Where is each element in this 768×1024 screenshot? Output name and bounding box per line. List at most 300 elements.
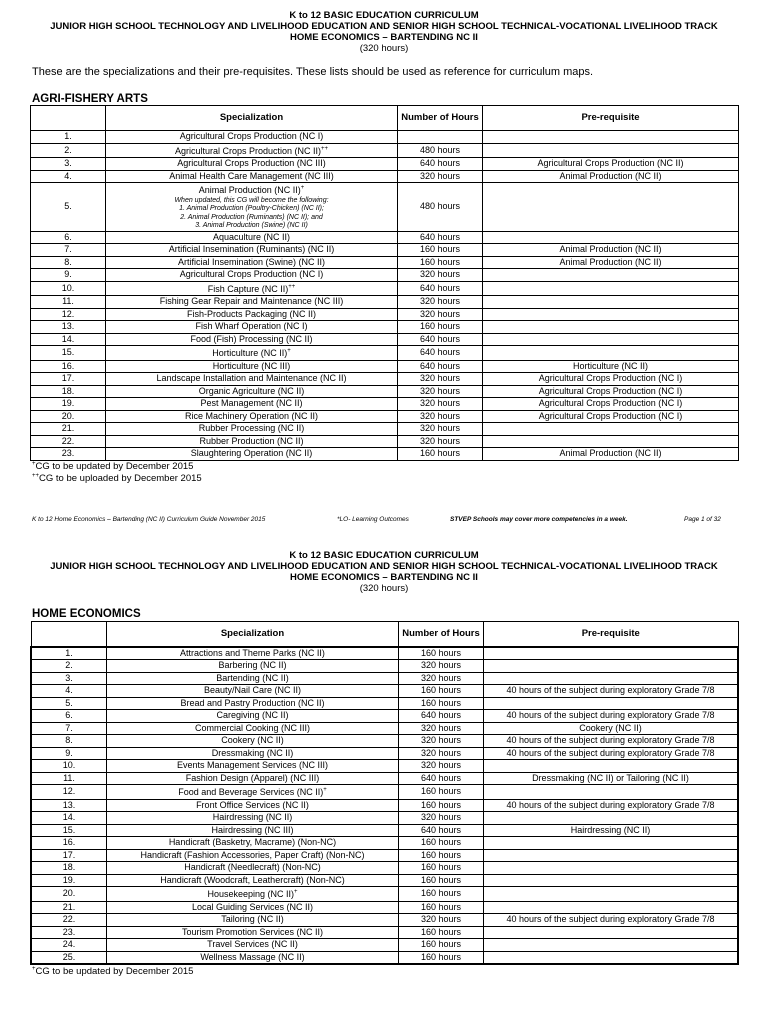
prerequisite-cell [484, 735, 739, 748]
hours-cell-text: 640 hours [419, 360, 461, 371]
hours-cell-text: 320 hours [420, 812, 462, 822]
row-number-text: 4. [65, 685, 73, 695]
specialization-cell-text: Agricultural Crops Production (NC II) [174, 145, 322, 156]
row-number [31, 697, 107, 710]
hours-cell-text: 320 hours [420, 672, 462, 683]
row-number-text: 6. [65, 710, 73, 720]
row-number [31, 231, 106, 244]
hours-cell-text: 160 hours [420, 862, 462, 872]
specialization-cell [106, 231, 398, 244]
prerequisite-cell [483, 131, 739, 144]
hours-cell-text: 320 hours [420, 735, 462, 745]
row-number-text: 2. [64, 144, 72, 155]
prerequisite-cell-text: Horticulture (NC II) [572, 360, 648, 371]
table-row [31, 281, 739, 296]
row-number-text: 13. [61, 321, 75, 331]
table-row [31, 951, 738, 964]
prerequisite-cell [484, 812, 739, 825]
footer-left: K to 12 Home Economics – Bartending (NC II) Curriculum Guide November 2015 [32, 516, 266, 523]
table-row [31, 685, 738, 698]
hours-cell-text: 320 hours [419, 170, 461, 181]
hours-cell [399, 760, 484, 773]
row-number [31, 685, 107, 698]
specialization-cell [107, 785, 399, 800]
footnote-sup: + [32, 966, 36, 972]
row-number-text: 13. [62, 799, 76, 810]
hours-cell [399, 672, 484, 685]
prerequisite-cell [484, 849, 739, 862]
hours-cell [398, 398, 483, 411]
specialization-cell-text: Attractions and Theme Parks (NC II) [180, 647, 325, 658]
header-line2: JUNIOR HIGH SCHOOL TECHNOLOGY AND LIVELIHOOD EDUCATION AND SENIOR HIGH SCHOOL TECHNICAL-VOCATIONAL LIVELIHOOD TRACK [50, 561, 718, 572]
prerequisite-cell [484, 685, 739, 698]
prerequisite-cell [483, 346, 739, 361]
specialization-cell-text: Artificial Insemination (Swine) (NC II) [177, 256, 326, 267]
col-specialization-header: Specialization [107, 622, 399, 647]
table-row [31, 143, 739, 158]
row-number-text: 5. [64, 201, 72, 211]
hours-cell [398, 256, 483, 269]
specialization-cell-text: Caregiving (NC II) [216, 710, 289, 720]
row-number [31, 772, 107, 785]
row-number-text: 10. [62, 760, 76, 770]
row-number [31, 951, 107, 964]
prerequisite-cell [483, 170, 739, 183]
prerequisite-cell [483, 321, 739, 334]
hours-cell [399, 837, 484, 850]
hours-cell [399, 710, 484, 723]
footer-mid: *LO- Learning Outcomes [337, 516, 409, 523]
prerequisite-cell [484, 874, 739, 887]
agri-fishery-table [30, 105, 739, 461]
table-row [31, 772, 738, 785]
row-number [31, 862, 107, 875]
hours-cell-text: 480 hours [419, 201, 461, 211]
row-number [31, 360, 106, 373]
specialization-cell-text: Events Management Services (NC III) [176, 760, 329, 770]
row-number [31, 435, 106, 448]
hours-cell-text: 320 hours [420, 747, 462, 758]
page1-header [0, 10, 768, 54]
hours-cell [399, 849, 484, 862]
hours-cell [398, 373, 483, 386]
table-row [31, 321, 739, 334]
prerequisite-cell [484, 926, 739, 939]
hours-cell-text: 160 hours [420, 849, 462, 860]
prerequisite-cell [483, 333, 739, 346]
row-number [31, 647, 107, 660]
hours-cell [399, 914, 484, 927]
row-number-text: 12. [61, 308, 75, 319]
specialization-cell-text: Handicraft (Woodcraft, Leathercraft) (Non-NC) [160, 874, 345, 885]
table-row [31, 398, 739, 411]
specialization-cell-text: Agricultural Crops Production (NC I) [179, 269, 324, 279]
row-number-text: 23. [62, 926, 76, 937]
prerequisite-cell [484, 901, 739, 914]
prerequisite-cell [484, 887, 739, 902]
specialization-cell-text: Fish Wharf Operation (NC I) [195, 321, 308, 331]
specialization-cell [107, 647, 399, 660]
row-number [31, 333, 106, 346]
specialization-cell-text: Animal Production (NC II) [198, 185, 301, 195]
hours-cell [398, 410, 483, 423]
row-number [31, 346, 106, 361]
row-number [31, 398, 106, 411]
row-number [31, 170, 106, 183]
row-number-text: 12. [62, 786, 76, 796]
row-update-note-line: 1. Animal Production (Poultry-Chicken) (NC II); [179, 205, 324, 212]
row-number-text: 22. [61, 435, 75, 446]
hours-cell [399, 697, 484, 710]
specialization-cell [107, 672, 399, 685]
prerequisite-cell-text: Animal Production (NC II) [559, 448, 662, 458]
specialization-cell-text: Barbering (NC II) [218, 660, 287, 670]
specialization-cell [106, 360, 398, 373]
hours-cell-text: 640 hours [419, 282, 461, 293]
row-update-note-line: 2. Animal Production (Ruminants) (NC II); and [180, 213, 323, 221]
row-number [31, 410, 106, 423]
hours-cell [398, 183, 483, 232]
row-number-text: 7. [65, 722, 73, 733]
specialization-cell-text: Aquaculture (NC II) [212, 231, 291, 242]
prerequisite-cell-text: Dressmaking (NC II) or Tailoring (NC II) [532, 772, 689, 783]
table-row [31, 423, 739, 436]
row-number-text: 25. [62, 951, 76, 962]
row-number-text: 16. [61, 360, 75, 371]
row-number [31, 939, 107, 952]
table-row [31, 131, 739, 144]
specialization-cell [107, 760, 399, 773]
specialization-cell-text: Landscape Installation and Maintenance (NC II) [156, 373, 347, 383]
hours-cell [398, 385, 483, 398]
prerequisite-cell [484, 939, 739, 952]
table-row [31, 812, 738, 825]
row-number [31, 183, 106, 232]
row-number [31, 837, 107, 850]
specialization-cell [107, 824, 399, 837]
hours-cell-text: 320 hours [420, 760, 462, 770]
prerequisite-cell-text: Cookery (NC II) [579, 722, 642, 733]
prerequisite-cell-text: Animal Production (NC II) [559, 244, 662, 254]
row-number-text: 9. [65, 747, 73, 758]
table-row [31, 385, 739, 398]
row-number [31, 824, 107, 837]
specialization-cell-text: Front Office Services (NC II) [196, 799, 309, 810]
specialization-cell [107, 837, 399, 850]
row-number-text: 20. [62, 888, 76, 898]
specialization-cell-text: Organic Agriculture (NC II) [198, 385, 305, 396]
update-marker: + [294, 889, 298, 895]
specialization-cell [107, 660, 399, 673]
prerequisite-cell [483, 244, 739, 257]
specialization-cell [107, 901, 399, 914]
row-number [31, 448, 106, 461]
specialization-cell [106, 423, 398, 436]
table-row [31, 735, 738, 748]
hours-cell [398, 435, 483, 448]
hours-cell [398, 269, 483, 282]
specialization-cell [106, 296, 398, 309]
hours-cell-text: 320 hours [419, 269, 461, 279]
hours-cell [398, 170, 483, 183]
hours-cell [399, 887, 484, 902]
specialization-cell-text: Hairdressing (NC II) [212, 812, 293, 822]
specialization-cell [107, 887, 399, 902]
prerequisite-cell [484, 862, 739, 875]
hours-cell-text: 160 hours [420, 926, 462, 937]
prerequisite-cell [484, 710, 739, 723]
specialization-cell-text: Handicraft (Fashion Accessories, Paper Craft) (Non-NC) [140, 849, 365, 860]
prerequisite-cell-text: Agricultural Crops Production (NC I) [538, 373, 683, 383]
hours-cell-text: 160 hours [420, 697, 462, 708]
row-number-text: 7. [64, 244, 72, 254]
row-number [31, 296, 106, 309]
table-row [31, 697, 738, 710]
prerequisite-cell-text: Agricultural Crops Production (NC I) [538, 398, 683, 408]
row-number-text: 10. [61, 282, 75, 293]
col-prereq-header: Pre-requisite [483, 106, 739, 131]
hours-cell-text: 160 hours [419, 256, 461, 267]
row-number-text: 6. [64, 231, 72, 242]
row-number-text: 21. [62, 901, 76, 912]
hours-cell-text: 320 hours [419, 373, 461, 383]
table-row [31, 333, 739, 346]
table-row [31, 410, 739, 423]
table-row [31, 901, 738, 914]
specialization-cell [106, 256, 398, 269]
table-row [31, 760, 738, 773]
specialization-cell-text: Horticulture (NC III) [212, 360, 291, 371]
specialization-cell-text: Beauty/Nail Care (NC II) [203, 685, 302, 695]
hours-cell-text: 160 hours [420, 939, 462, 949]
hours-cell [399, 660, 484, 673]
table-row [31, 914, 738, 927]
footnote-sup: ++ [32, 473, 40, 479]
specialization-cell-text: Fishing Gear Repair and Maintenance (NC III) [159, 296, 344, 306]
update-marker: ++ [288, 283, 296, 290]
specialization-cell [106, 398, 398, 411]
specialization-cell [107, 951, 399, 964]
col-prereq-header: Pre-requisite [484, 622, 739, 647]
header-line1: K to 12 BASIC EDUCATION CURRICULUM [289, 550, 479, 561]
specialization-cell-text: Rice Machinery Operation (NC II) [184, 410, 319, 421]
table-row [31, 360, 739, 373]
home-economics-table [30, 621, 739, 965]
specialization-cell-text: Housekeeping (NC II) [207, 889, 295, 899]
prerequisite-cell [484, 760, 739, 773]
row-number-text: 5. [65, 697, 73, 708]
table-row [31, 747, 738, 760]
hours-cell [398, 333, 483, 346]
specialization-cell [106, 373, 398, 386]
row-number-text: 14. [62, 812, 76, 822]
specialization-cell [106, 448, 398, 461]
table-row [31, 799, 738, 812]
prerequisite-cell [484, 647, 739, 660]
specialization-cell [106, 183, 398, 232]
row-number [31, 660, 107, 673]
table-row [31, 231, 739, 244]
row-number [31, 849, 107, 862]
hours-cell [398, 346, 483, 361]
specialization-cell-text: Rubber Production (NC II) [199, 435, 304, 446]
prerequisite-cell [483, 256, 739, 269]
specialization-cell-text: Pest Management (NC II) [200, 398, 303, 408]
col-num-header [31, 106, 106, 131]
hours-cell [399, 799, 484, 812]
table-row [31, 183, 739, 232]
table-row [31, 269, 739, 282]
row-number-text: 21. [61, 423, 75, 433]
footnote-text: CG to be updated by December 2015 [35, 966, 194, 978]
prerequisite-cell [484, 722, 739, 735]
hours-cell [399, 862, 484, 875]
prerequisite-cell [484, 951, 739, 964]
prerequisite-cell [483, 373, 739, 386]
table-row [31, 837, 738, 850]
prerequisite-cell-text: Animal Production (NC II) [559, 170, 662, 181]
row-number-text: 11. [62, 296, 74, 306]
prerequisite-cell [483, 296, 739, 309]
hours-cell-text: 640 hours [420, 710, 462, 720]
prerequisite-cell [483, 183, 739, 232]
prerequisite-cell [484, 837, 739, 850]
table-row [31, 660, 738, 673]
row-number-text: 23. [61, 448, 75, 458]
hours-cell [398, 158, 483, 171]
hours-cell-text: 160 hours [420, 837, 462, 847]
row-number [31, 887, 107, 902]
specialization-cell [106, 143, 398, 158]
hours-cell [399, 939, 484, 952]
table-row [31, 256, 739, 269]
update-marker: + [287, 348, 291, 354]
hours-cell-text: 160 hours [420, 951, 462, 962]
table-row [31, 862, 738, 875]
prerequisite-cell [483, 385, 739, 398]
hours-cell [399, 785, 484, 800]
row-number [31, 143, 106, 158]
specialization-cell [106, 410, 398, 423]
hours-cell [398, 231, 483, 244]
prerequisite-cell [483, 423, 739, 436]
specialization-cell-text: Food (Fish) Processing (NC II) [190, 333, 313, 344]
prerequisite-cell-text: 40 hours of the subject during exploratory Grade 7/8 [506, 914, 715, 924]
hours-cell [398, 244, 483, 257]
prerequisite-cell-text: Agricultural Crops Production (NC I) [538, 410, 683, 421]
table-row [31, 647, 738, 660]
specialization-cell-text: Tourism Promotion Services (NC II) [181, 926, 324, 937]
row-number [31, 269, 106, 282]
row-number-text: 18. [61, 385, 75, 396]
prerequisite-cell-text: 40 hours of the subject during exploratory Grade 7/8 [506, 735, 715, 745]
header-line2: JUNIOR HIGH SCHOOL TECHNOLOGY AND LIVELIHOOD EDUCATION AND SENIOR HIGH SCHOOL TECHNICAL-VOCATIONAL LIVELIHOOD TRACK [50, 21, 718, 32]
row-number [31, 710, 107, 723]
col-num-header [31, 622, 107, 647]
footer-note: STVEP Schools may cover more competencies in a week. [450, 516, 628, 523]
specialization-cell-text: Agricultural Crops Production (NC I) [179, 131, 324, 141]
specialization-cell [107, 874, 399, 887]
footnote-text: CG to be uploaded by December 2015 [39, 473, 202, 485]
row-number-text: 18. [62, 862, 76, 872]
specialization-cell-text: Agricultural Crops Production (NC III) [177, 158, 326, 168]
prerequisite-cell [484, 672, 739, 685]
header-line1: K to 12 BASIC EDUCATION CURRICULUM [289, 10, 479, 21]
table-row [31, 672, 738, 685]
section-title-home-economics: HOME ECONOMICS [32, 608, 141, 620]
row-number [31, 131, 106, 144]
hours-cell [398, 281, 483, 296]
hours-cell-text: 640 hours [419, 333, 461, 344]
specialization-cell-text: Artificial Insemination (Ruminants) (NC II) [168, 244, 335, 254]
specialization-cell [107, 710, 399, 723]
hours-cell [398, 423, 483, 436]
prerequisite-cell [484, 660, 739, 673]
prerequisite-cell [483, 308, 739, 321]
specialization-cell [107, 849, 399, 862]
prerequisite-cell [483, 448, 739, 461]
hours-cell-text: 480 hours [419, 144, 461, 155]
hours-cell-text: 160 hours [420, 901, 462, 912]
specialization-cell [107, 799, 399, 812]
specialization-cell-text: Fish Capture (NC II) [207, 283, 289, 294]
specialization-cell-text: Travel Services (NC II) [207, 939, 298, 949]
prerequisite-cell [483, 360, 739, 373]
row-number-text: 16. [62, 837, 76, 847]
table-row [31, 824, 738, 837]
hours-cell [398, 360, 483, 373]
specialization-cell-text: Food and Beverage Services (NC II) [178, 787, 324, 797]
col-specialization-header: Specialization [106, 106, 398, 131]
footnote-updated [32, 966, 193, 977]
prerequisite-cell-text: 40 hours of the subject during exploratory Grade 7/8 [506, 747, 715, 758]
col-hours-header: Number of Hours [398, 106, 483, 131]
specialization-cell [106, 244, 398, 257]
row-number [31, 672, 107, 685]
specialization-cell-text: Commercial Cooking (NC III) [194, 722, 311, 733]
hours-cell-text: 640 hours [420, 772, 462, 783]
specialization-cell [106, 435, 398, 448]
specialization-cell [107, 862, 399, 875]
table-row [31, 785, 738, 800]
hours-cell-text: 160 hours [420, 647, 462, 658]
hours-cell-text: 320 hours [419, 435, 461, 446]
table-row [31, 849, 738, 862]
hours-cell [399, 735, 484, 748]
row-number-text: 8. [65, 735, 73, 745]
table-row [31, 346, 739, 361]
hours-cell-text: 160 hours [420, 888, 462, 898]
row-number-text: 11. [63, 772, 75, 783]
row-number-text: 4. [64, 170, 72, 181]
table-row [31, 296, 739, 309]
row-number-text: 9. [64, 269, 72, 279]
hours-cell-text: 320 hours [419, 385, 461, 396]
specialization-cell [107, 812, 399, 825]
update-marker: + [323, 787, 327, 793]
header-line4: (320 hours) [359, 583, 409, 594]
update-marker: + [300, 185, 305, 191]
prerequisite-cell [484, 772, 739, 785]
specialization-cell [107, 722, 399, 735]
row-number [31, 256, 106, 269]
hours-cell-text: 160 hours [420, 786, 462, 796]
row-number [31, 812, 107, 825]
table-row [31, 887, 738, 902]
row-number-text: 17. [61, 373, 75, 383]
row-number-text: 22. [62, 914, 76, 924]
hours-cell-text: 320 hours [419, 308, 461, 319]
